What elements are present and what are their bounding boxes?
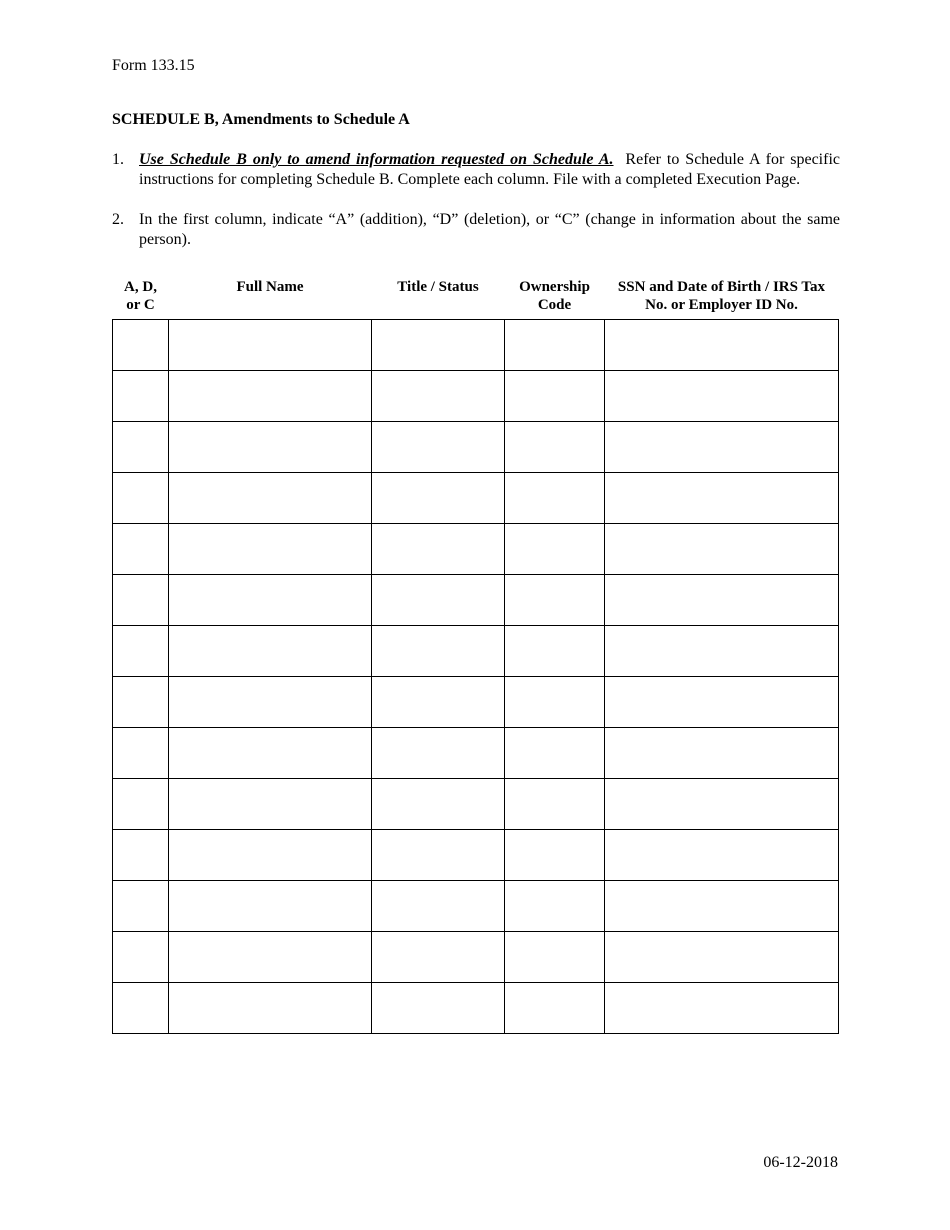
cell-adc[interactable] [113,779,169,830]
table-body [113,320,839,1034]
cell-full-name[interactable] [169,320,372,371]
cell-title-status[interactable] [372,728,505,779]
cell-ownership-code[interactable] [505,524,605,575]
cell-adc[interactable] [113,932,169,983]
cell-ssn-dob-tax-id[interactable] [605,830,839,881]
cell-title-status[interactable] [372,626,505,677]
cell-full-name[interactable] [169,932,372,983]
cell-ownership-code[interactable] [505,881,605,932]
instruction-1-body: Refer to Schedule A for specific instructions for completing Schedule B. Complete each column. File with a completed Execution Page. [139,151,840,188]
cell-adc[interactable] [113,983,169,1034]
cell-ownership-code[interactable] [505,371,605,422]
cell-ssn-dob-tax-id[interactable] [605,575,839,626]
table-row [113,575,839,626]
table-row [113,371,839,422]
cell-ownership-code[interactable] [505,779,605,830]
cell-ssn-dob-tax-id[interactable] [605,524,839,575]
cell-full-name[interactable] [169,422,372,473]
cell-ssn-dob-tax-id[interactable] [605,422,839,473]
cell-full-name[interactable] [169,728,372,779]
instruction-1 [112,150,840,190]
table-row [113,830,839,881]
table-row [113,728,839,779]
table-row [113,983,839,1034]
instruction-1-text [139,150,840,190]
instruction-1-number: 1. [112,151,124,168]
cell-full-name[interactable] [169,677,372,728]
cell-full-name[interactable] [169,983,372,1034]
cell-full-name[interactable] [169,830,372,881]
cell-ownership-code[interactable] [505,422,605,473]
cell-title-status[interactable] [372,932,505,983]
cell-title-status[interactable] [372,422,505,473]
schedule-title: SCHEDULE B, Amendments to Schedule A [112,111,410,128]
cell-ssn-dob-tax-id[interactable] [605,371,839,422]
cell-adc[interactable] [113,473,169,524]
table-row [113,779,839,830]
header-ssn-dob-tax-id: SSN and Date of Birth / IRS Tax No. or Employer ID No. [617,279,826,313]
cell-ssn-dob-tax-id[interactable] [605,728,839,779]
cell-full-name[interactable] [169,575,372,626]
amendments-table-container [112,278,838,1034]
cell-title-status[interactable] [372,575,505,626]
table-row [113,881,839,932]
cell-full-name[interactable] [169,524,372,575]
cell-ownership-code[interactable] [505,932,605,983]
cell-adc[interactable] [113,422,169,473]
cell-ssn-dob-tax-id[interactable] [605,932,839,983]
cell-ownership-code[interactable] [505,320,605,371]
cell-ssn-dob-tax-id[interactable] [605,881,839,932]
table-row [113,320,839,371]
cell-ownership-code[interactable] [505,473,605,524]
cell-ownership-code[interactable] [505,575,605,626]
table-row [113,422,839,473]
revision-date: 06-12-2018 [763,1154,838,1171]
cell-title-status[interactable] [372,983,505,1034]
cell-full-name[interactable] [169,371,372,422]
cell-adc[interactable] [113,677,169,728]
cell-ownership-code[interactable] [505,677,605,728]
cell-adc[interactable] [113,881,169,932]
cell-ownership-code[interactable] [505,983,605,1034]
header-adc: A, D, or C [124,279,157,313]
table-row [113,524,839,575]
cell-ownership-code[interactable] [505,728,605,779]
table-row [113,677,839,728]
cell-adc[interactable] [113,575,169,626]
cell-ssn-dob-tax-id[interactable] [605,626,839,677]
cell-adc[interactable] [113,728,169,779]
table-row [113,473,839,524]
cell-title-status[interactable] [372,779,505,830]
cell-adc[interactable] [113,830,169,881]
cell-ownership-code[interactable] [505,830,605,881]
cell-full-name[interactable] [169,881,372,932]
cell-ssn-dob-tax-id[interactable] [605,677,839,728]
table-header-row [113,278,839,320]
instruction-1-emphasis: Use Schedule B only to amend information requested on Schedule A. [139,151,614,168]
cell-adc[interactable] [113,524,169,575]
amendments-table [112,278,839,1034]
cell-title-status[interactable] [372,830,505,881]
cell-full-name[interactable] [169,626,372,677]
header-title-status: Title / Status [397,279,479,295]
cell-title-status[interactable] [372,524,505,575]
instruction-2 [112,210,840,250]
cell-title-status[interactable] [372,473,505,524]
instruction-2-number: 2. [112,211,124,228]
cell-ownership-code[interactable] [505,626,605,677]
cell-title-status[interactable] [372,881,505,932]
cell-ssn-dob-tax-id[interactable] [605,320,839,371]
cell-title-status[interactable] [372,371,505,422]
header-ownership-code: Ownership Code [519,279,590,313]
form-number: Form 133.15 [112,57,195,74]
header-full-name: Full Name [236,279,304,295]
cell-adc[interactable] [113,320,169,371]
cell-adc[interactable] [113,626,169,677]
table-row [113,626,839,677]
instruction-2-text: In the first column, indicate “A” (addition), “D” (deletion), or “C” (change in information about the same person). [139,211,840,248]
cell-ssn-dob-tax-id[interactable] [605,473,839,524]
cell-adc[interactable] [113,371,169,422]
cell-title-status[interactable] [372,320,505,371]
cell-title-status[interactable] [372,677,505,728]
cell-full-name[interactable] [169,779,372,830]
table-row [113,932,839,983]
cell-ssn-dob-tax-id[interactable] [605,779,839,830]
cell-ssn-dob-tax-id[interactable] [605,983,839,1034]
cell-full-name[interactable] [169,473,372,524]
